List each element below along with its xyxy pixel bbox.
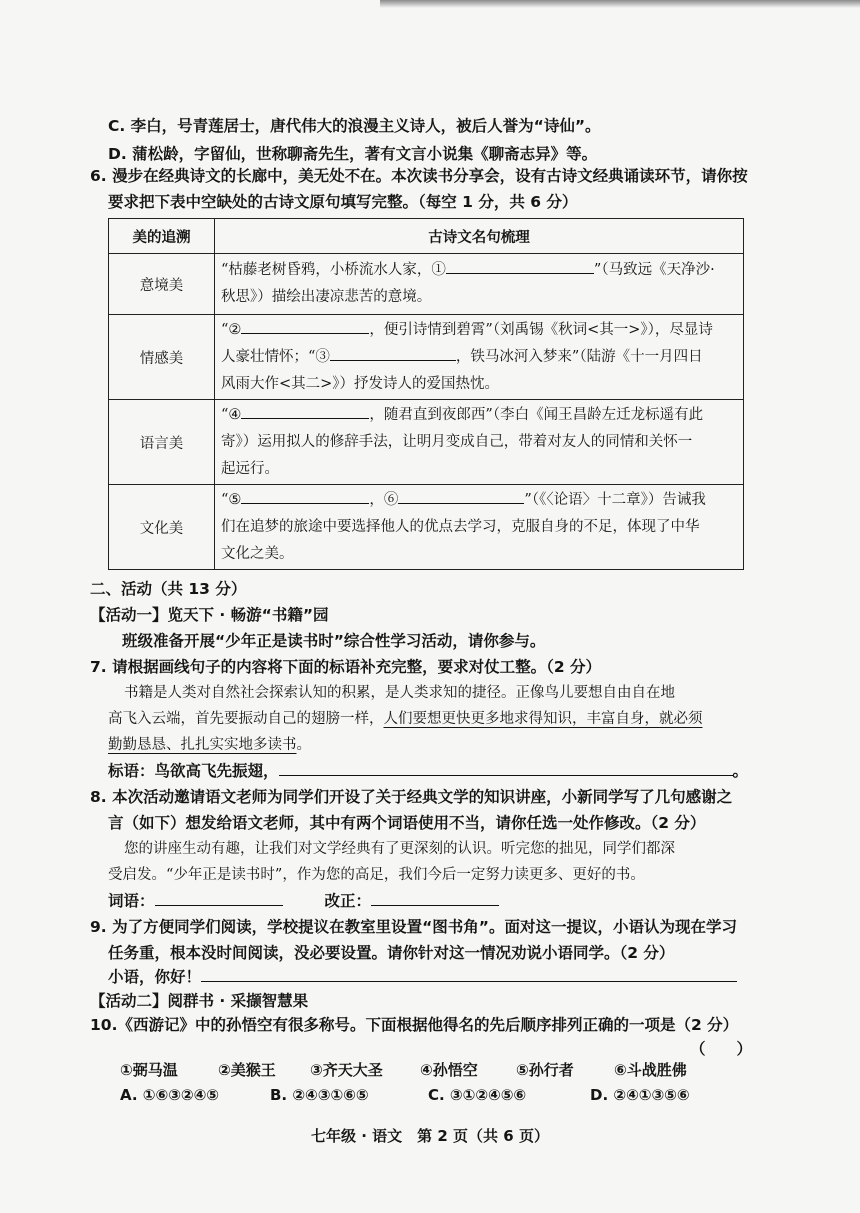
q7-para-1: 书籍是人类对自然社会探索认知的积累，是人类求知的捷径。正像鸟儿要想自由自在地 bbox=[124, 685, 675, 701]
name-item: ⑥斗战胜佛 bbox=[614, 1061, 687, 1079]
q6-line-2: 要求把下表中空缺处的古诗文原句填写完整。（每空 1 分，共 6 分） bbox=[108, 193, 578, 211]
q7-para-2 bbox=[108, 706, 703, 732]
q8-answer bbox=[108, 888, 499, 914]
word-answer-line[interactable] bbox=[155, 889, 283, 906]
table-header-row bbox=[109, 219, 744, 254]
content-cell bbox=[215, 315, 744, 400]
row1-text-c: 秋思》）描绘出凄凉悲苦的意境。 bbox=[221, 289, 432, 305]
row2-text-a: “② bbox=[221, 321, 242, 338]
row1-text-a: “枯藤老树昏鸦，小桥流水人家，① bbox=[221, 262, 446, 278]
category-cell: 语言美 bbox=[109, 400, 215, 485]
greeting-label: 小语，你好！ bbox=[108, 968, 202, 986]
table-row bbox=[109, 400, 744, 485]
slogan-end: 。 bbox=[732, 762, 749, 780]
page-footer: 七年级 · 语文 第 2 页（共 6 页） bbox=[311, 1127, 549, 1145]
name-item: ④孙悟空 bbox=[420, 1061, 478, 1079]
poem-table bbox=[108, 218, 744, 570]
row1-text-b: ”（马致远《天净沙· bbox=[593, 262, 715, 278]
row3-text-a: “④ bbox=[221, 406, 242, 423]
fix-answer-line[interactable] bbox=[371, 889, 499, 906]
q8-para-1: 您的讲座生动有趣，让我们对文学经典有了更深刻的认识。听完您的拙见，同学们都深 bbox=[124, 841, 675, 857]
activity-1-intro: 班级准备开展“少年正是读书时”综合性学习活动，请你参与。 bbox=[122, 632, 546, 650]
choice-d: D. 蒲松龄，字留仙，世称聊斋先生，著有文言小说集《聊斋志异》等。 bbox=[108, 145, 598, 163]
q6-line-1: 6. 漫步在经典诗文的长廊中，美无处不在。本次读书分享会，设有古诗文经典诵读环节，请你按 bbox=[90, 167, 748, 185]
blank-4[interactable] bbox=[241, 402, 369, 419]
activity-2-title: 【活动二】阅群书 · 采撷智慧果 bbox=[90, 992, 309, 1010]
header-right: 古诗文名句梳理 bbox=[215, 219, 744, 254]
q9-line-2: 任务重，根本没时间阅读，没必要设置。请你针对这一情况劝说小语同学。（2 分） bbox=[108, 944, 675, 962]
row4-text-b: ，⑥ bbox=[369, 491, 399, 508]
blank-3[interactable] bbox=[330, 344, 456, 361]
category-cell: 意境美 bbox=[109, 254, 215, 315]
row2-text-e: 风雨大作<其二>》）抒发诗人的爱国热忱。 bbox=[221, 375, 500, 392]
row3-text-d: 起远行。 bbox=[221, 460, 279, 477]
scan-edge-shadow bbox=[380, 0, 860, 8]
slogan-answer-line[interactable] bbox=[279, 759, 733, 776]
content-cell bbox=[215, 485, 744, 570]
row3-text-c: 寄》）运用拟人的修辞手法，让明月变成自己，带着对友人的同情和关怀一 bbox=[221, 433, 693, 450]
row2-text-b: ，便引诗情到碧霄”（刘禹锡《秋词<其一>》），尽显诗 bbox=[369, 321, 713, 338]
activity-1-title: 【活动一】览天下 · 畅游“书籍”园 bbox=[90, 606, 329, 624]
q9-line-1: 9. 为了方便同学们阅读，学校提议在教室里设置“图书角”。面对这一提议，小语认为现在学习 bbox=[90, 918, 737, 936]
table-row bbox=[109, 485, 744, 570]
word-label: 词语： bbox=[108, 892, 155, 910]
blank-6[interactable] bbox=[398, 487, 524, 504]
q7-slogan bbox=[108, 758, 748, 784]
q10-answer-paren[interactable]: （ ） bbox=[690, 1040, 753, 1058]
header-left: 美的追溯 bbox=[109, 219, 215, 254]
name-item: ②美猴王 bbox=[218, 1061, 276, 1079]
category-cell: 情感美 bbox=[109, 315, 215, 400]
row4-text-e: 文化之美。 bbox=[221, 545, 294, 562]
option-c[interactable]: C. ③①②④⑤⑥ bbox=[428, 1086, 527, 1104]
option-a[interactable]: A. ①⑥③②④⑤ bbox=[120, 1086, 220, 1104]
row2-text-c: 人豪壮情怀；“③ bbox=[221, 348, 330, 365]
row2-text-d: ，铁马冰河入梦来”（陆游《十一月四日 bbox=[455, 348, 703, 365]
blank-5[interactable] bbox=[241, 487, 369, 504]
name-item: ①弼马温 bbox=[120, 1061, 178, 1079]
q8-para-2: 受启发。“少年正是读书时”，作为您的高足，我们今后一定努力读更多、更好的书。 bbox=[108, 867, 645, 883]
q9-answer bbox=[108, 964, 737, 990]
row4-text-a: “⑤ bbox=[221, 491, 242, 508]
option-d[interactable]: D. ②④①③⑤⑥ bbox=[590, 1086, 690, 1104]
name-item: ③齐天大圣 bbox=[310, 1061, 383, 1079]
q9-answer-line[interactable] bbox=[201, 965, 737, 982]
q8-line-1: 8. 本次活动邀请语文老师为同学们开设了关于经典文学的知识讲座，小新同学写了几句感谢之 bbox=[90, 788, 733, 806]
option-b[interactable]: B. ②④③①⑥⑤ bbox=[270, 1086, 369, 1104]
row3-text-b: ，随君直到夜郎西”（李白《闻王昌龄左迁龙标遥有此 bbox=[369, 406, 704, 423]
q7-para-3 bbox=[108, 732, 311, 758]
content-cell bbox=[215, 400, 744, 485]
category-cell: 文化美 bbox=[109, 485, 215, 570]
fix-label: 改正： bbox=[324, 892, 372, 910]
q7-underlined-b: 勤勤恳恳、扎扎实实地多读书 bbox=[108, 737, 297, 753]
row4-text-d: 们在追梦的旅途中要选择他人的优点去学习，克服自身的不足，体现了中华 bbox=[221, 518, 700, 535]
q8-line-2: 言（如下）想发给语文老师，其中有两个词语使用不当，请你任选一处作修改。（2 分） bbox=[108, 814, 706, 832]
q10-line-1: 10.《西游记》中的孙悟空有很多称号。下面根据他得名的先后顺序排列正确的一项是（2 分） bbox=[90, 1016, 739, 1034]
q7-para-2a: 高飞入云端，首先要振动自己的翅膀一样， bbox=[108, 711, 384, 727]
blank-1[interactable] bbox=[446, 257, 594, 274]
q7-underlined-a: 人们要想更快更多地求得知识，丰富自身，就必须 bbox=[383, 711, 703, 727]
section-title: 二、活动（共 13 分） bbox=[90, 580, 247, 598]
q7-line-1: 7. 请根据画线句子的内容将下面的标语补充完整，要求对仗工整。（2 分） bbox=[90, 658, 602, 676]
blank-2[interactable] bbox=[241, 317, 369, 334]
q7-para-3-end: 。 bbox=[296, 737, 311, 753]
name-item: ⑤孙行者 bbox=[516, 1061, 574, 1079]
content-cell bbox=[215, 254, 744, 315]
table-row bbox=[109, 254, 744, 315]
table-row bbox=[109, 315, 744, 400]
choice-c: C. 李白，号青莲居士，唐代伟大的浪漫主义诗人，被后人誉为“诗仙”。 bbox=[108, 117, 601, 135]
slogan-label: 标语：鸟欲高飞先振翅， bbox=[108, 762, 279, 780]
row4-text-c: ”（《〈论语〉十二章》）告诫我 bbox=[524, 491, 706, 508]
